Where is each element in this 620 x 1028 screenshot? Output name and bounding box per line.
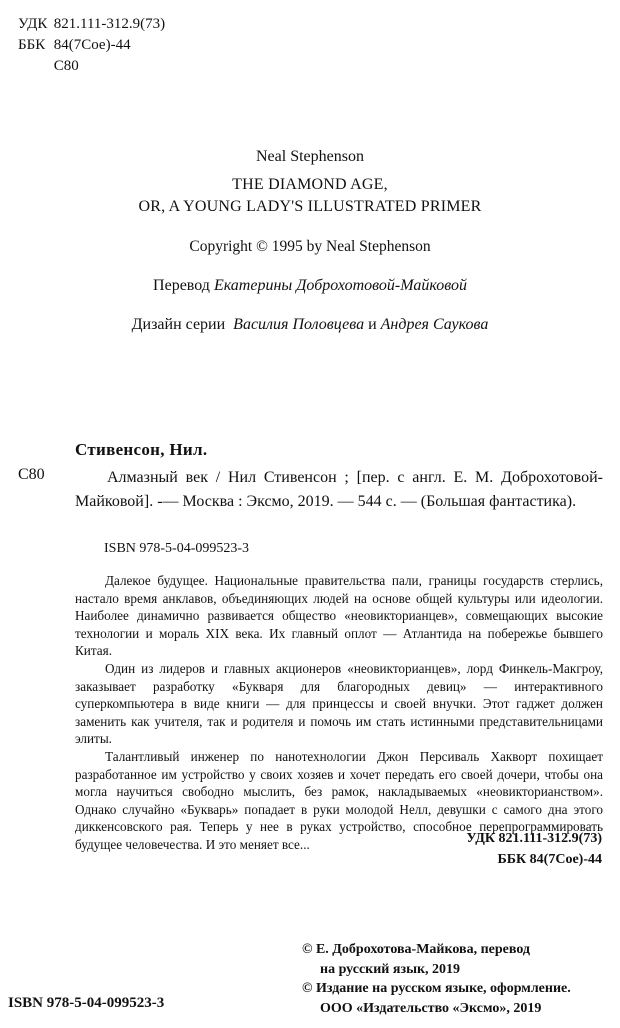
- original-title-line2: OR, A YOUNG LADY'S ILLUSTRATED PRIMER: [138, 198, 482, 215]
- translator-name: Екатерины Доброхотовой-Майковой: [213, 277, 467, 294]
- original-copyright: Copyright © 1995 by Neal Stephenson: [189, 238, 431, 255]
- design-label: Дизайн серии: [131, 316, 226, 333]
- bibliography-isbn: ISBN 978-5-04-099523-3: [104, 541, 250, 556]
- udk-label: УДК: [18, 16, 48, 32]
- isbn-footer: ISBN 978-5-04-099523-3: [8, 995, 165, 1011]
- author-mark-row: [18, 56, 165, 77]
- copyright-translation-cont: на русский язык, 2019: [320, 961, 461, 977]
- annotation-classification: [466, 828, 602, 870]
- copyright-translation: © Е. Доброхотова-Майкова, перевод: [302, 942, 531, 957]
- udk-value: 821.111-312.9(73): [53, 16, 166, 32]
- annotation-paragraph-1: Далекое будущее. Национальные правительства пали, границы государств стерлись, настало время анклавов, объединяющих людей на основе общей культуры или идеологии. Наиболее динамично развивается общество «неовикторианцев», совмещающих высокие технологии и мораль XIX века. Их главный оплот — Атлантида на побережье бывшего Китая.: [75, 573, 603, 659]
- original-author: Neal Stephenson: [256, 148, 364, 165]
- translation-label: Перевод: [153, 277, 210, 294]
- bibliography-code: С80: [18, 466, 45, 483]
- bibliography-description: Алмазный век / Нил Стивенсон ; [пер. с англ. Е. М. Доброхотовой-Майковой]. -— Москва : Эксмо, 2019. — 544 с. — (Большая фантастика).: [75, 469, 603, 510]
- bbk-value: 84(7Сое)-44: [53, 37, 131, 53]
- annotation-paragraph-3: Талантливый инженер по нанотехнологии Джон Персиваль Хакворт похищает разработанное им устройство у своих хозяев и хочет передать его своей дочери, чтобы она могла научиться свободно мыслить, без рамок, накладываемых «неовикторианством». Однако случайно «Букварь» попадает в руки молодой Нелл, девушки с самого дна этого диккенсовского рая. Теперь у нее в руках устройство, способное перепрограммировать будущее человечества. И это меняет все...: [75, 748, 603, 852]
- annotation-paragraph-2: Один из лидеров и главных акционеров «неовикторианцев», лорд Финкель-Макгроу, заказывает разработку «Букваря для благородных девиц» — интерактивного суперкомпьютера в виде книги — для принцессы и своей внучки. Этот гаджет должен заменить как учителя, так и родителя и помочь им стать истинными представительницами элиты.: [75, 660, 603, 747]
- copyright-notices: [302, 940, 612, 1018]
- author-mark: С80: [53, 58, 79, 74]
- original-title-line1: THE DIAMOND AGE,: [232, 176, 388, 193]
- original-title: [0, 174, 620, 218]
- translator-credit: [0, 277, 620, 295]
- annotation-udk: УДК 821.111-312.9(73): [466, 831, 602, 846]
- bibliography-heading: Стивенсон, Нил.: [75, 440, 208, 459]
- designer-name-1: Василия Половцева: [233, 316, 365, 333]
- udk-row: [18, 14, 165, 35]
- copyright-edition-cont: ООО «Издательство «Эксмо», 2019: [320, 1000, 542, 1016]
- copyright-edition: © Издание на русском языке, оформление.: [302, 981, 571, 996]
- classification-block: [18, 14, 165, 77]
- designer-conj: и: [368, 316, 377, 333]
- bbk-row: [18, 35, 165, 56]
- bbk-label: ББК: [18, 37, 46, 53]
- designer-name-2: Андрея Саукова: [380, 316, 489, 333]
- annotation-bbk: ББК 84(7Сое)-44: [497, 852, 602, 867]
- series-design-credit: [0, 316, 620, 334]
- annotation: [75, 572, 603, 854]
